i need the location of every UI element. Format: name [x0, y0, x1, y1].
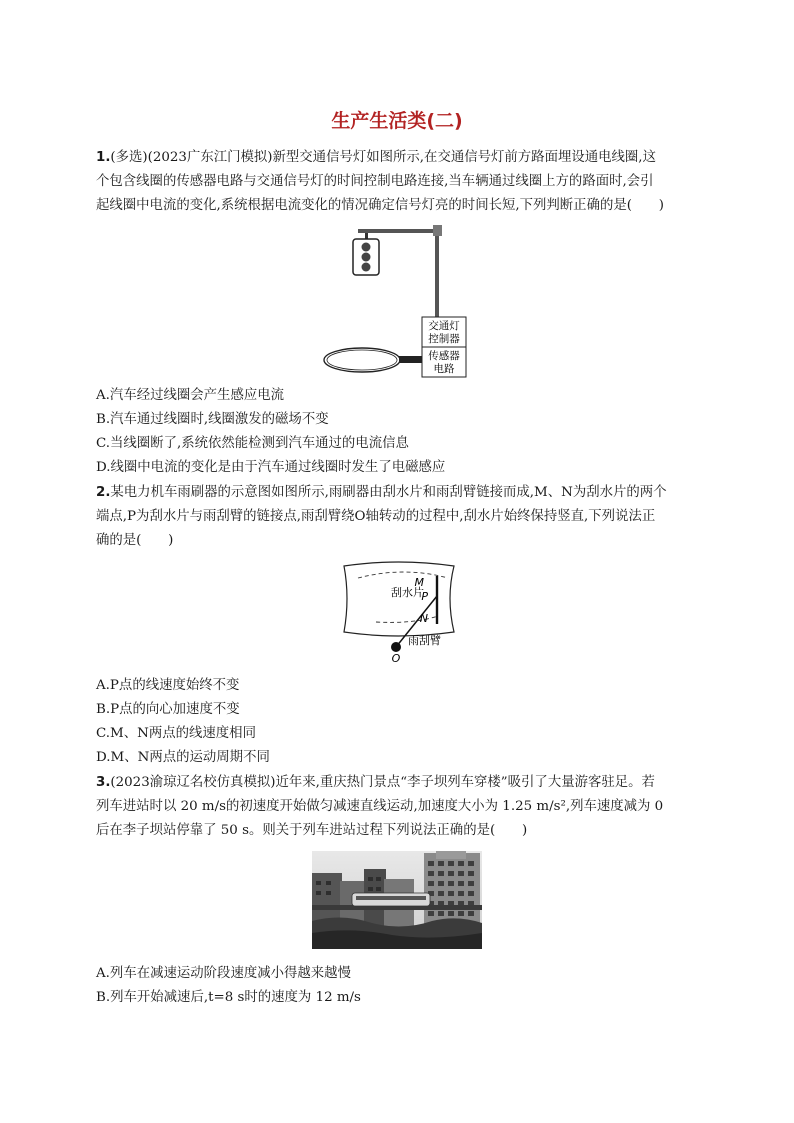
label-o: O	[391, 652, 401, 665]
light-hanger	[365, 233, 368, 239]
sensor-label: 传感器	[428, 350, 460, 362]
option-c: C.当线圈断了,系统依然能检测到汽车通过的电流信息	[96, 436, 409, 451]
pivot-o	[391, 642, 401, 652]
traffic-light-figure	[320, 222, 480, 382]
label-m: M	[414, 576, 424, 589]
sensor-label: 电路	[433, 363, 455, 375]
controller-label: 交通灯	[428, 320, 460, 332]
sweep-arc	[376, 616, 438, 622]
option-b: B.汽车通过线圈时,线圈激发的磁场不变	[96, 412, 329, 427]
traffic-light-lamp	[362, 253, 371, 262]
option-a: A.P点的线速度始终不变	[96, 678, 240, 693]
option-b: B.P点的向心加速度不变	[96, 702, 240, 717]
arm-label: 雨刮臂	[408, 634, 441, 647]
coil-wire	[399, 356, 422, 363]
controller-label: 控制器	[428, 333, 460, 345]
question-line: (多选)(2023广东江门模拟)新型交通信号灯如图所示,在交通信号灯前方路面埋设通电线圈,这	[110, 150, 656, 165]
traffic-light-lamp	[362, 243, 371, 252]
question-line: 端点,P为刮水片与雨刮臂的链接点,雨刮臂绕O轴转动的过程中,刮水片始终保持竖直,下列说法正	[96, 509, 656, 524]
question-line: 某电力机车雨刷器的示意图如图所示,雨刷器由刮水片和雨刮臂链接而成,M、N为刮水片的两个	[110, 485, 667, 500]
option-a: A.汽车经过线圈会产生感应电流	[96, 388, 285, 403]
coil	[324, 348, 400, 372]
question-line: 确的是( )	[96, 533, 174, 548]
option-d: D.线圈中电流的变化是由于汽车通过线圈时发生了电磁感应	[96, 460, 446, 475]
label-p: P	[421, 590, 428, 603]
option-a: A.列车在减速运动阶段速度减小得越来越慢	[96, 966, 351, 981]
traffic-light-lamp	[362, 263, 371, 272]
page-title: 生产生活类(二)	[331, 110, 463, 132]
option-c: C.M、N两点的线速度相同	[96, 726, 256, 741]
label-n: N	[419, 612, 428, 625]
question-number: 1.	[96, 150, 111, 165]
arm	[358, 229, 439, 233]
pole	[435, 232, 439, 324]
question-line: 个包含线圈的传感器电路与交通信号灯的时间控制电路连接,当车辆通过线圈上方的路面时,会引	[96, 174, 654, 189]
train-photo	[312, 851, 482, 949]
coil-inner	[327, 350, 397, 370]
question-line: 起线圈中电流的变化,系统根据电流变化的情况确定信号灯亮的时间长短,下列判断正确的是( )	[96, 198, 664, 213]
sweep-arc	[358, 572, 448, 578]
wiper-figure	[336, 560, 466, 666]
question-line: 后在李子坝站停靠了 50 s。则关于列车进站过程下列说法正确的是( )	[96, 823, 528, 838]
question-1-text	[96, 146, 700, 218]
option-d: D.M、N两点的运动周期不同	[96, 750, 270, 765]
question-number: 3.	[96, 775, 111, 790]
question-3-text	[96, 771, 700, 843]
arm-joint	[433, 225, 442, 236]
question-2-text	[96, 481, 700, 553]
question-number: 2.	[96, 485, 111, 500]
question-line: (2023渝琼辽名校仿真模拟)近年来,重庆热门景点“李子坝列车穿楼”吸引了大量游客驻足。若	[110, 775, 655, 790]
blade-label: 刮水片	[391, 586, 424, 599]
question-line: 列车进站时以 20 m/s的初速度开始做匀减速直线运动,加速度大小为 1.25 m/s²,列车速度减为 0	[96, 799, 664, 814]
option-b: B.列车开始减速后,t=8 s时的速度为 12 m/s	[96, 990, 361, 1005]
